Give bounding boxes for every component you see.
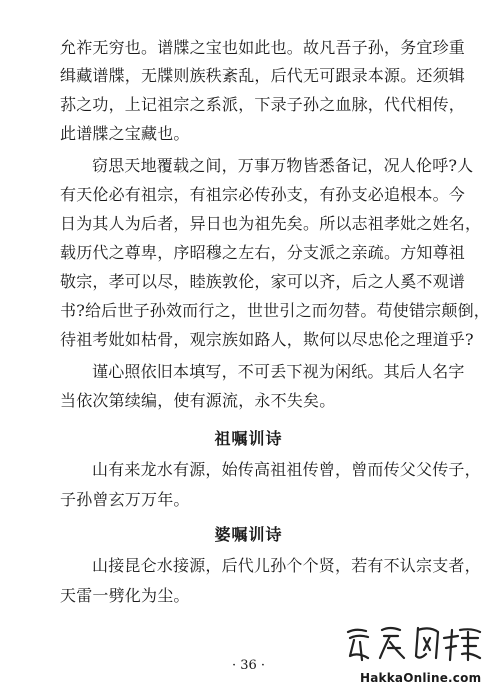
text-line: 窃思天地覆载之间，万事万物皆悉备记，况人伦呼?人 — [92, 156, 474, 175]
poem-line: 子孙曾玄万万年。 — [60, 490, 190, 509]
text-line: 荪之功，上记祖宗之系派，下录子孙之血脉，代代相传， — [60, 95, 466, 114]
text-line: 书?给后世子孙效而行之，世世引之而勿替。苟使错宗颠倒， — [60, 301, 490, 320]
poem-line: 山有来龙水有源，始传高祖祖传曾，曾而传父父传子， — [92, 460, 481, 479]
poem-line: 山接昆仑水接源，后代儿孙个个贤，若有不认宗支者， — [92, 556, 481, 575]
poem-line: 天雷一劈化为尘。 — [60, 586, 190, 605]
text-line: 待祖考妣如枯骨，观宗族如路人，欺何以尽忠伦之理道乎? — [60, 330, 474, 349]
text-line: 此谱牒之宝藏也。 — [60, 124, 190, 143]
site-watermark: HakkaOnline.com — [360, 671, 482, 685]
text-line: 有天伦必有祖宗，有祖宗必传孙支，有孙支必追根本。今 — [60, 185, 466, 204]
text-line: 缉藏谱牒，无牒则族秩紊乱，后代无可跟录本源。还须辑 — [60, 66, 466, 85]
section-heading-ancestress-poem: 婆嘱训诗 — [214, 525, 283, 544]
text-line: 载历代之尊卑，序昭穆之左右，分支派之亲疏。方知尊祖 — [60, 243, 466, 262]
text-line: 允祚无穷也。谱牒之宝也如此也。故凡吾子孙，务宜珍重 — [60, 38, 466, 57]
text-line: 当依次第续编，使有源流，永不失矣。 — [60, 391, 336, 410]
page-number: · 36 · — [231, 658, 266, 673]
text-line: 谨心照依旧本填写，不可丢下视为闲纸。其后人名字 — [92, 362, 465, 381]
text-line: 敬宗，孝可以尽，睦族敦伦，家可以齐，后之人奚不观谱 — [60, 272, 466, 291]
section-heading-ancestor-poem: 祖嘱训诗 — [214, 429, 283, 448]
text-line: 日为其人为后者，异日也为祖先矣。所以志祖孝妣之姓名， — [60, 214, 482, 233]
